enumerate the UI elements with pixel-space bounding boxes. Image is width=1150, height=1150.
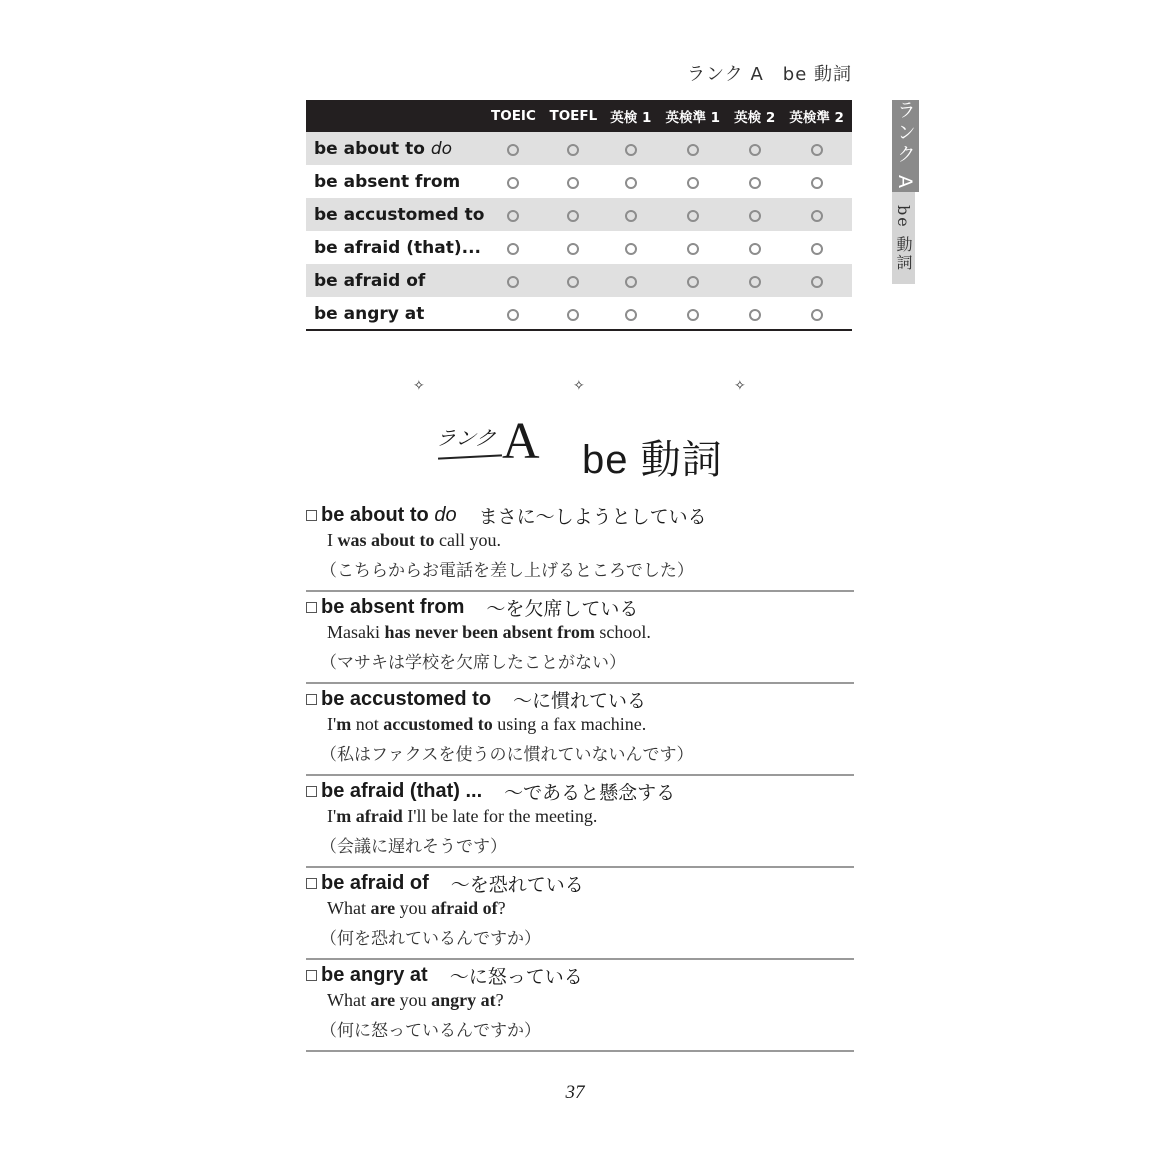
table-header-row (306, 100, 852, 132)
chapter-rank-underline (438, 454, 502, 459)
entry-term-text: be absent from (321, 596, 465, 618)
phrase-text: be afraid of (314, 270, 426, 291)
circle-mark-icon (749, 210, 761, 222)
circle-mark-icon (811, 144, 823, 156)
circle-mark-icon (687, 276, 699, 288)
example-sentence (327, 714, 646, 735)
entry-meaning: ～に慣れている (513, 690, 647, 712)
example-keyword: afraid of (431, 898, 498, 918)
phrase-text: be afraid (that)... (314, 237, 481, 258)
frequency-cell (484, 231, 542, 264)
table-row (306, 165, 852, 198)
phrase-text: be absent from (314, 171, 461, 192)
example-sentence (327, 806, 597, 827)
frequency-cell (542, 264, 604, 297)
example-text: Masaki (327, 622, 385, 642)
frequency-cell (781, 132, 852, 165)
example-text: I' (327, 714, 337, 734)
checkbox-icon[interactable] (306, 510, 317, 521)
frequency-cell (604, 132, 657, 165)
column-header: 英検 1 (604, 100, 657, 132)
frequency-cell (657, 132, 728, 165)
frequency-cell (728, 198, 781, 231)
frequency-cell (542, 297, 604, 330)
frequency-cell (728, 231, 781, 264)
diamond-ornament-icon: ✧ (573, 378, 585, 394)
frequency-cell (542, 132, 604, 165)
circle-mark-icon (687, 309, 699, 321)
circle-mark-icon (507, 144, 519, 156)
example-text: I (327, 530, 338, 550)
example-translation: （何に怒っているんですか） (320, 1021, 541, 1041)
entry-headline (306, 778, 675, 805)
frequency-cell (604, 231, 657, 264)
example-translation: （こちらからお電話を差し上げるところでした） (320, 561, 694, 581)
example-text: I'll be late for the meeting. (402, 806, 598, 826)
entry-meaning: ～を欠席している (486, 598, 639, 620)
example-keyword: m (336, 714, 352, 734)
column-header: 英検準 2 (781, 100, 852, 132)
entry-term (321, 872, 429, 894)
table-bottom-rule (306, 329, 852, 331)
frequency-cell (781, 231, 852, 264)
frequency-cell (542, 198, 604, 231)
page-number: 37 (565, 1082, 585, 1103)
side-tab-rank: ランク A (892, 100, 919, 192)
entry-term-text: be accustomed to (321, 688, 492, 710)
vocab-entry (306, 960, 854, 1052)
entry-list (306, 500, 854, 1052)
frequency-cell (657, 231, 728, 264)
entry-term-text: be angry at (321, 964, 428, 986)
running-header: ランク A be 動詞 (687, 64, 852, 85)
circle-mark-icon (567, 177, 579, 189)
frequency-cell (657, 198, 728, 231)
example-keyword: accustomed to (383, 714, 493, 734)
phrase-text: be about to (314, 138, 431, 159)
frequency-cell (728, 264, 781, 297)
example-keyword: are (370, 898, 396, 918)
frequency-cell (657, 165, 728, 198)
chapter-title: be 動詞 (582, 438, 723, 482)
example-text: not (351, 714, 384, 734)
circle-mark-icon (625, 276, 637, 288)
entry-headline (306, 962, 583, 989)
entry-headline (306, 594, 638, 621)
table-row (306, 132, 852, 165)
circle-mark-icon (749, 144, 761, 156)
vocab-entry (306, 868, 854, 960)
phrase-cell (306, 297, 484, 330)
circle-mark-icon (687, 144, 699, 156)
frequency-cell (542, 231, 604, 264)
checkbox-icon[interactable] (306, 786, 317, 797)
frequency-cell (484, 165, 542, 198)
example-text: you (395, 990, 432, 1010)
example-translation: （私はファクスを使うのに慣れていないんです） (320, 745, 694, 765)
circle-mark-icon (567, 309, 579, 321)
circle-mark-icon (811, 210, 823, 222)
circle-mark-icon (567, 210, 579, 222)
vocab-entry (306, 500, 854, 592)
entry-term-italic: do (434, 504, 457, 526)
frequency-cell (781, 264, 852, 297)
frequency-cell (781, 198, 852, 231)
circle-mark-icon (625, 210, 637, 222)
checkbox-icon[interactable] (306, 970, 317, 981)
frequency-cell (657, 264, 728, 297)
example-text: What (327, 898, 371, 918)
example-sentence (327, 898, 506, 919)
example-sentence (327, 530, 501, 551)
example-keyword: are (370, 990, 396, 1010)
column-header: TOEIC (484, 100, 542, 132)
example-text: school. (594, 622, 651, 642)
phrase-cell (306, 165, 484, 198)
circle-mark-icon (507, 210, 519, 222)
phrase-text: be accustomed to (314, 204, 485, 225)
entry-meaning: まさに～しようとしている (478, 506, 707, 528)
example-text: ? (497, 898, 506, 918)
entry-term (321, 596, 464, 618)
frequency-cell (604, 198, 657, 231)
column-header: TOEFL (542, 100, 604, 132)
column-header: 英検 2 (728, 100, 781, 132)
column-header: 英検準 1 (657, 100, 728, 132)
example-text: you (395, 898, 432, 918)
circle-mark-icon (507, 276, 519, 288)
entry-headline (306, 870, 584, 897)
entry-meaning: ～であると懸念する (504, 782, 676, 804)
diamond-ornament-icon: ✧ (413, 378, 425, 394)
circle-mark-icon (749, 276, 761, 288)
side-index-tab (892, 100, 938, 284)
circle-mark-icon (625, 177, 637, 189)
circle-mark-icon (687, 177, 699, 189)
frequency-cell (657, 297, 728, 330)
phrase-cell (306, 198, 484, 231)
phrase-text: be angry at (314, 303, 425, 324)
entry-term (321, 688, 491, 710)
chapter-rank-label: ランク (433, 426, 498, 450)
frequency-cell (781, 165, 852, 198)
checkbox-icon[interactable] (306, 602, 317, 613)
circle-mark-icon (811, 177, 823, 189)
entry-term (321, 964, 428, 986)
table-row (306, 297, 852, 330)
frequency-cell (484, 132, 542, 165)
example-keyword: has never been absent from (384, 622, 595, 642)
frequency-cell (604, 264, 657, 297)
example-text: call you. (434, 530, 501, 550)
circle-mark-icon (625, 309, 637, 321)
frequency-cell (728, 132, 781, 165)
frequency-cell (484, 198, 542, 231)
circle-mark-icon (687, 243, 699, 255)
frequency-cell (604, 297, 657, 330)
frequency-cell (728, 297, 781, 330)
circle-mark-icon (507, 243, 519, 255)
circle-mark-icon (749, 243, 761, 255)
entry-term-text: be about to (321, 504, 435, 526)
frequency-cell (781, 297, 852, 330)
entry-term-text: be afraid of (321, 872, 429, 894)
side-tab-category: be 動詞 (892, 192, 915, 284)
circle-mark-icon (811, 276, 823, 288)
frequency-cell (484, 297, 542, 330)
entry-meaning: ～を恐れている (450, 874, 584, 896)
example-keyword: m afraid (336, 806, 403, 826)
frequency-cell (542, 165, 604, 198)
example-text: I' (327, 806, 337, 826)
circle-mark-icon (567, 276, 579, 288)
example-translation: （何を恐れているんですか） (320, 929, 541, 949)
circle-mark-icon (567, 144, 579, 156)
example-sentence (327, 622, 651, 643)
circle-mark-icon (507, 177, 519, 189)
circle-mark-icon (811, 309, 823, 321)
circle-mark-icon (625, 144, 637, 156)
frequency-cell (604, 165, 657, 198)
diamond-ornament-icon: ✧ (734, 378, 746, 394)
table-row (306, 231, 852, 264)
example-keyword: was about to (337, 530, 435, 550)
table-row (306, 264, 852, 297)
vocab-entry (306, 684, 854, 776)
entry-term (321, 780, 482, 802)
table-header-blank (306, 100, 484, 132)
circle-mark-icon (507, 309, 519, 321)
circle-mark-icon (687, 210, 699, 222)
checkbox-icon[interactable] (306, 694, 317, 705)
phrase-cell (306, 264, 484, 297)
circle-mark-icon (811, 243, 823, 255)
exam-frequency-table (306, 100, 852, 330)
chapter-heading (433, 413, 776, 482)
example-translation: （会議に遅れそうです） (320, 837, 507, 857)
example-translation: （マサキは学校を欠席したことがない） (320, 653, 626, 673)
entry-headline (306, 502, 707, 529)
example-sentence (327, 990, 504, 1011)
example-text: using a fax machine. (492, 714, 647, 734)
entry-term (321, 504, 457, 526)
example-text: What (327, 990, 371, 1010)
circle-mark-icon (749, 309, 761, 321)
frequency-cell (484, 264, 542, 297)
entry-headline (306, 686, 646, 713)
vocab-entry (306, 776, 854, 868)
entry-meaning: ～に怒っている (449, 966, 583, 988)
checkbox-icon[interactable] (306, 878, 317, 889)
phrase-italic-text: do (430, 138, 453, 159)
phrase-cell (306, 231, 484, 264)
example-keyword: angry at (431, 990, 496, 1010)
circle-mark-icon (749, 177, 761, 189)
entry-term-text: be afraid (that) ... (321, 780, 483, 802)
vocab-entry (306, 592, 854, 684)
table-row (306, 198, 852, 231)
phrase-cell (306, 132, 484, 165)
circle-mark-icon (625, 243, 637, 255)
example-text: ? (495, 990, 504, 1010)
frequency-cell (728, 165, 781, 198)
circle-mark-icon (567, 243, 579, 255)
chapter-rank-letter: A (502, 413, 540, 470)
